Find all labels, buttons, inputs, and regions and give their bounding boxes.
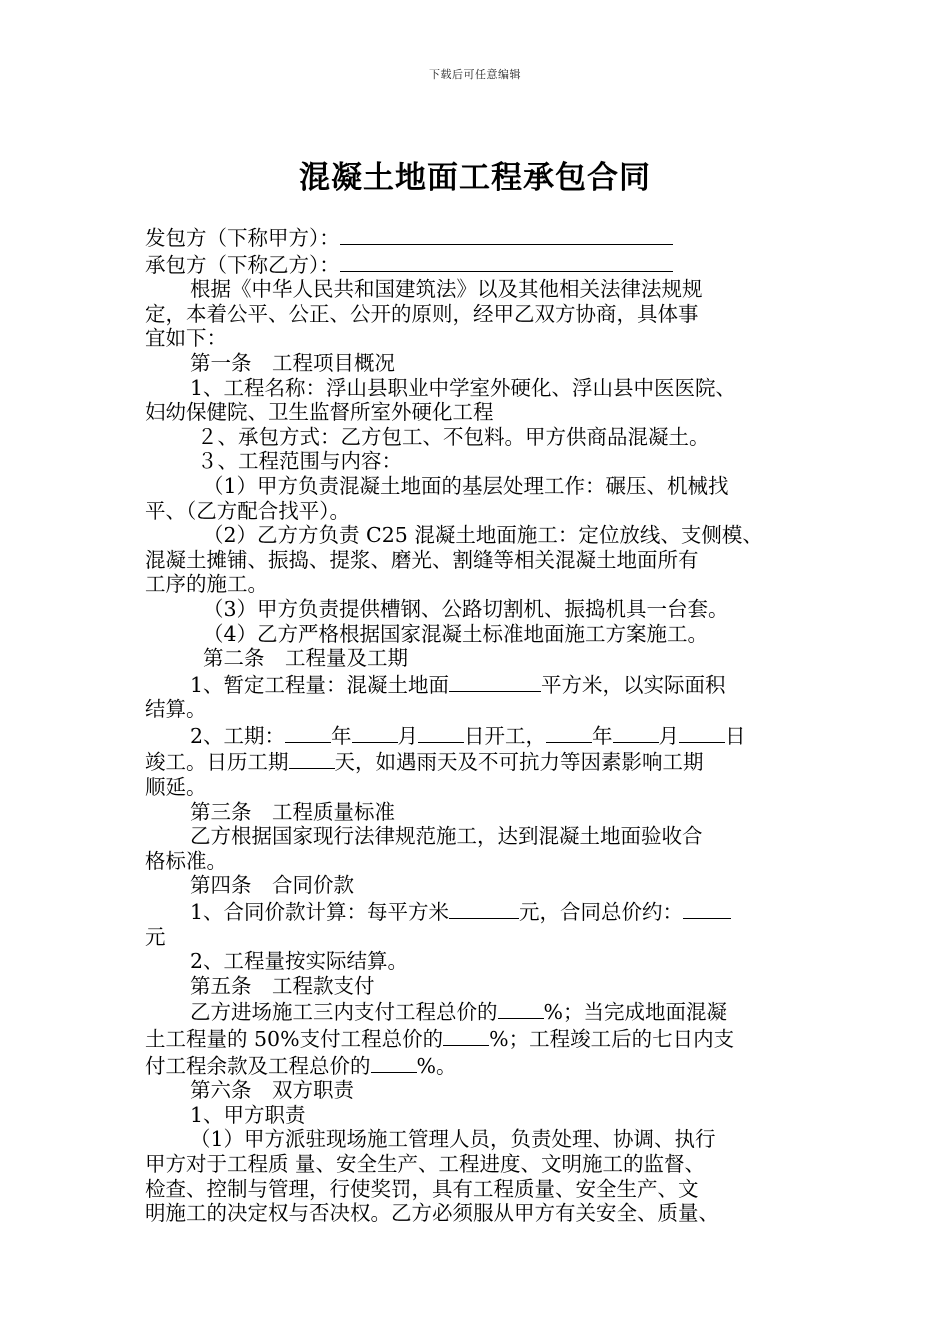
end-day-blank[interactable]	[679, 722, 725, 743]
payment-percent-blank[interactable]	[498, 998, 544, 1019]
article-5-text: 乙方进场施工三内支付工程总价的 %；当完成地面混凝	[190, 1000, 727, 1025]
payment-percent-blank[interactable]	[443, 1025, 489, 1046]
article-6-title: 第六条 双方职责	[190, 1078, 354, 1103]
payment-percent-blank[interactable]	[371, 1052, 417, 1073]
party-b-blank[interactable]	[340, 251, 673, 272]
article-1-item: ２、承包方式：乙方包工、不包料。甲方供商品混凝土。	[197, 424, 710, 449]
article-2-item: 结算。	[145, 697, 207, 722]
start-year-blank[interactable]	[285, 722, 331, 743]
article-3-title: 第三条 工程质量标准	[190, 799, 395, 824]
article-6-subitem: 明施工的决定权与否决权。乙方必须服从甲方有关安全、质量、	[145, 1201, 719, 1226]
article-6-subitem: 检查、控制与管理，行使奖罚，具有工程质量、安全生产、文	[145, 1176, 699, 1201]
article-1-subitem: （1）甲方负责混凝土地面的基层处理工作：碾压、机械找	[203, 473, 729, 498]
article-5-text: 付工程余款及工程总价的 %。	[145, 1053, 457, 1078]
quantity-blank[interactable]	[449, 671, 541, 692]
article-4-title: 第四条 合同价款	[190, 873, 354, 898]
article-5-title: 第五条 工程款支付	[190, 973, 375, 998]
article-1-item: 1、工程名称：浮山县职业中学室外硬化、浮山县中医医院、	[190, 375, 737, 400]
unit-price-blank[interactable]	[449, 898, 519, 919]
duration-days-blank[interactable]	[289, 748, 335, 769]
article-2-item: 顺延。	[145, 775, 207, 800]
total-price-blank[interactable]	[683, 898, 731, 919]
article-2-item: 1、暂定工程量：混凝土地面 平方米，以实际面积	[190, 672, 726, 697]
party-a-line: 发包方（下称甲方）：	[145, 224, 835, 251]
contract-body	[145, 224, 835, 1226]
article-4-item: 1、合同价款计算：每平方米 元，合同总价约：	[145, 898, 835, 925]
article-1-subitem: （3）甲方负责提供槽钢、公路切割机、振捣机具一台套。	[203, 596, 729, 621]
article-6-subitem: 甲方对于工程质 量、安全生产、工程进度、文明施工的监督、	[145, 1151, 706, 1176]
article-4-item: 元	[145, 924, 166, 949]
article-1-subitem: 工序的施工。	[145, 572, 268, 597]
article-4-item: 2、工程量按实际结算。	[190, 949, 409, 974]
article-1-subitem: （2）乙方方负责 C25 混凝土地面施工：定位放线、支侧模、	[203, 523, 763, 548]
document-title: 混凝土地面工程承包合同	[299, 160, 651, 196]
intro-line: 定，本着公平、公正、公开的原则，经甲乙双方协商，具体事	[145, 301, 699, 326]
start-month-blank[interactable]	[352, 722, 398, 743]
article-5-text: 土工程量的 50%支付工程总价的 %；工程竣工后的七日内支	[145, 1027, 735, 1051]
article-1-item: 妇幼保健院、卫生监督所室外硬化工程	[145, 400, 494, 425]
party-b-line: 承包方（下称乙方）：	[145, 251, 835, 278]
article-2-title: 第二条 工程量及工期	[203, 646, 408, 671]
party-a-blank[interactable]	[340, 224, 673, 245]
article-1-subitem: （4）乙方严格根据国家混凝土标准地面施工方案施工。	[203, 621, 709, 646]
article-1-subitem: 平、（乙方配合找平）。	[145, 498, 350, 523]
start-day-blank[interactable]	[418, 722, 464, 743]
page-header-note: 下载后可任意编辑	[429, 68, 521, 81]
intro-line: 根据《中华人民共和国建筑法》以及其他相关法律法规规	[190, 277, 703, 302]
article-3-text: 乙方根据国家现行法律规范施工，达到混凝土地面验收合	[190, 824, 703, 849]
article-6-subitem: （1）甲方派驻现场施工管理人员，负责处理、协调、执行	[190, 1127, 716, 1152]
intro-line: 宜如下：	[145, 326, 227, 351]
article-2-item: 2、工期： 年 月 日开工， 年 月 日	[190, 723, 746, 748]
end-month-blank[interactable]	[613, 722, 659, 743]
article-2-item: 竣工。日历工期 天，如遇雨天及不可抗力等因素影响工期	[145, 750, 704, 775]
end-year-blank[interactable]	[546, 722, 592, 743]
article-1-item: ３、工程范围与内容：	[197, 449, 402, 474]
article-6-item: 1、甲方职责	[190, 1102, 306, 1127]
article-1-title: 第一条 工程项目概况	[190, 350, 395, 375]
article-1-subitem: 混凝土摊铺、振捣、提浆、磨光、割缝等相关混凝土地面所有	[145, 547, 699, 572]
article-3-text: 格标准。	[145, 848, 227, 873]
